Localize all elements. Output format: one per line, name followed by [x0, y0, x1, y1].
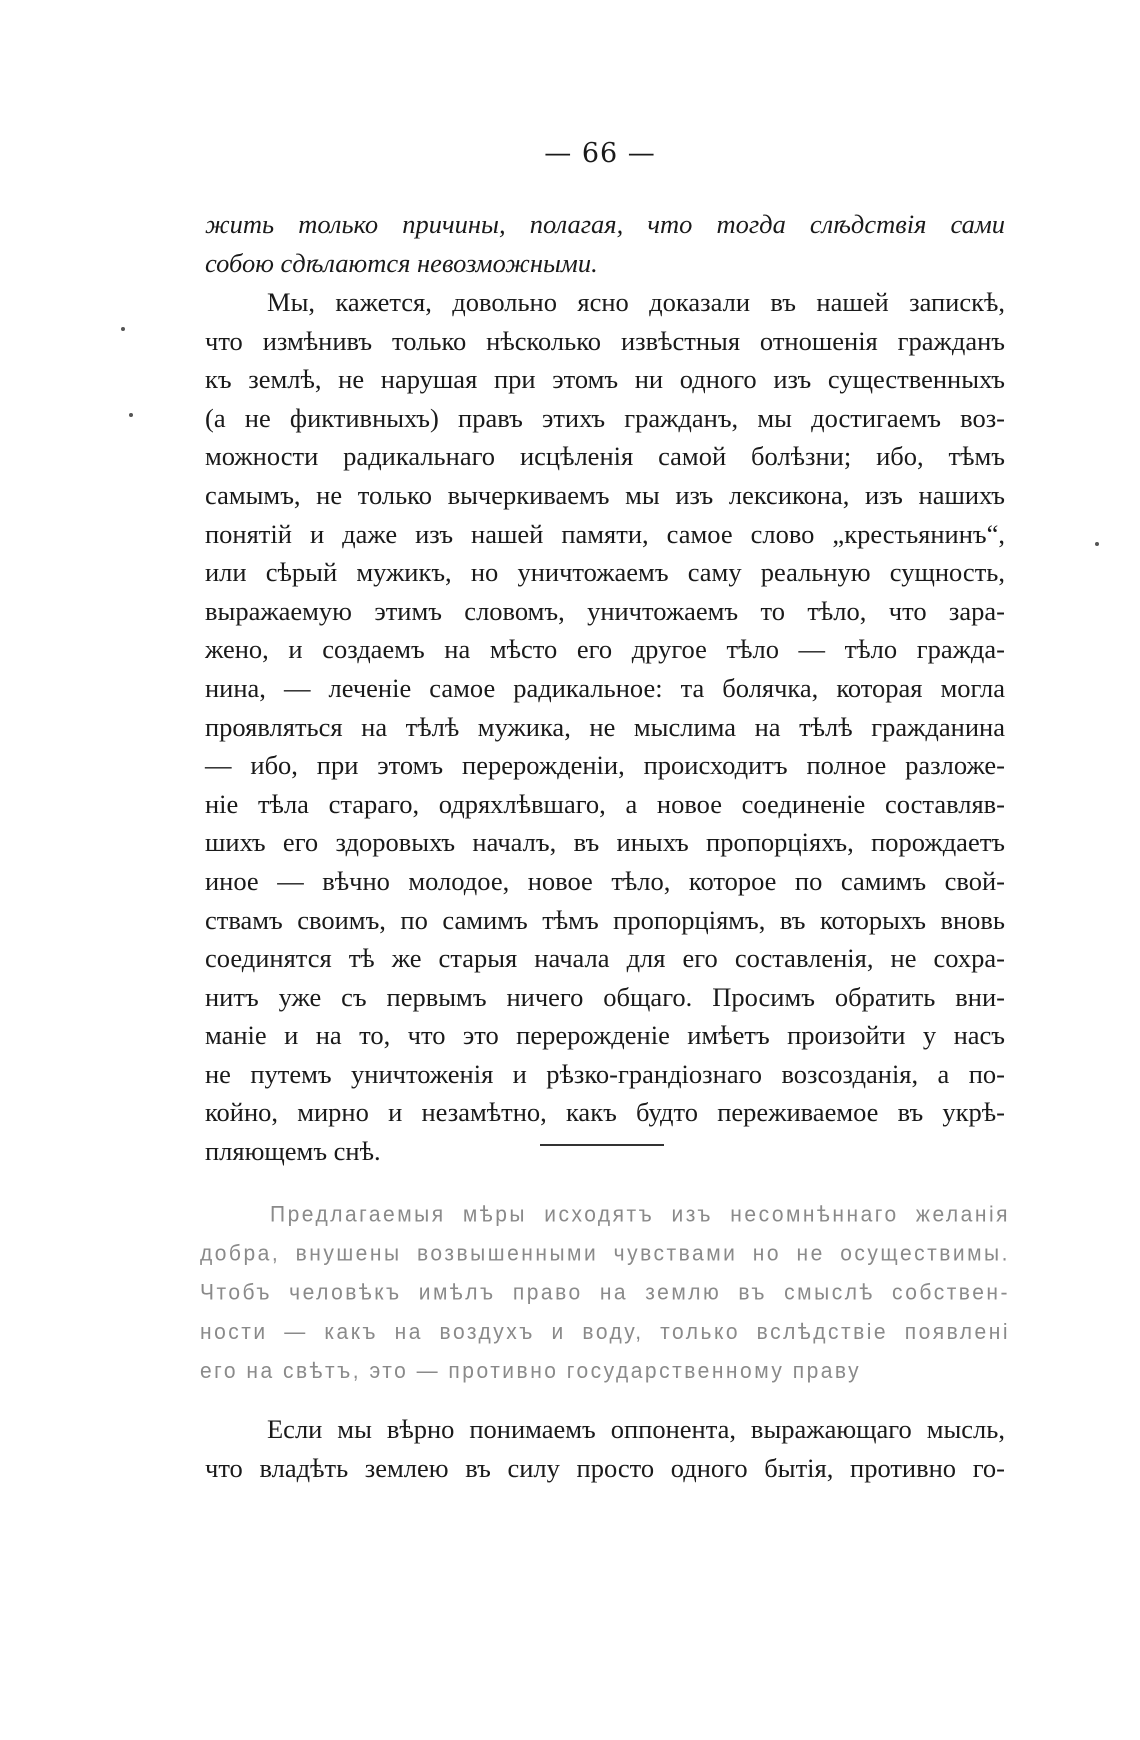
paragraph-line: шихъ его здоровыхъ началъ, въ иныхъ пропорціяхъ, порождаетъ	[205, 827, 1005, 858]
paragraph-line: нина, — леченіе самое радикальное: та болячка, которая могла	[205, 672, 1005, 703]
faded-quote	[200, 1195, 1010, 1390]
intro-text	[205, 205, 1005, 282]
quote-line: добра, внушены возвышенными чувствами но не осуществимы.	[200, 1241, 1010, 1266]
paragraph-line: ніе тѣла стараго, одряхлѣвшаго, а новое соединеніе составляв-	[205, 788, 1005, 819]
section-divider	[540, 1144, 664, 1146]
paragraph-line: къ землѣ, не нарушая при этомъ ни одного изъ существенныхъ	[205, 364, 1005, 395]
paragraph-line: пляющемъ снѣ.	[205, 1136, 381, 1167]
paragraph-line: или сѣрый мужикъ, но уничтожаемъ саму реальную сущность,	[205, 557, 1005, 588]
quote-line: Предлагаемыя мѣры исходятъ изъ несомнѣннаго желанія	[270, 1202, 1010, 1227]
intro-line: жить только причины, полагая, что тогда слѣдствія сами	[205, 209, 1005, 239]
quote-line: Чтобъ человѣкъ имѣлъ право на землю въ смыслѣ собствен-	[200, 1280, 1010, 1305]
paragraph-line: иное — вѣчно молодое, новое тѣло, которое по самимъ свой-	[205, 865, 1005, 896]
paragraph-line: не путемъ уничтоженія и рѣзко-грандіознаго возсозданія, а по-	[205, 1058, 1005, 1089]
paragraph-line: выражаемую этимъ словомъ, уничтожаемъ то тѣло, что зара-	[205, 595, 1005, 626]
paragraph-line: нитъ уже съ первымъ ничего общаго. Просимъ обратить вни-	[205, 981, 1005, 1012]
paragraph-line: маніе и на то, что это перерожденіе имѣетъ произойти у насъ	[205, 1020, 1005, 1051]
intro-line: собою сдѣлаются невозможными.	[205, 247, 598, 278]
paragraph-line: — ибо, при этомъ перерожденіи, происходитъ полное разложе-	[205, 750, 1005, 781]
paragraph-line: проявляться на тѣлѣ мужика, не мыслима на тѣлѣ гражданина	[205, 711, 1005, 742]
quote-line: ности — какъ на воздухъ и воду, только вслѣдствіе появлені	[200, 1319, 1010, 1345]
paragraph-line: самымъ, не только вычеркиваемъ мы изъ лексикона, изъ нашихъ	[205, 479, 1005, 510]
quote-line: его на свѣтъ, это — противно государственному праву	[200, 1358, 862, 1384]
paragraph-line: соединятся тѣ же старыя начала для его составленія, не сохра-	[205, 943, 1005, 974]
paragraph-line: что измѣнивъ только нѣсколько извѣстныя отношенія гражданъ	[205, 325, 1005, 356]
paragraph-line: койно, мирно и незамѣтно, какъ будто переживаемое въ укрѣ-	[205, 1097, 1005, 1128]
paragraph-line: можности радикальнаго исцѣленія самой болѣзни; ибо, тѣмъ	[205, 441, 1005, 472]
paragraph-line: Если мы вѣрно понимаемъ оппонента, выражающаго мысль,	[267, 1414, 1005, 1444]
page-number: — 66 —	[544, 138, 656, 169]
paragraph-line: ствамъ своимъ, по самимъ тѣмъ пропорціямъ, въ которыхъ вновь	[205, 904, 1005, 935]
paragraph-line: (а не фиктивныхъ) правъ этихъ гражданъ, мы достигаемъ воз-	[205, 402, 1005, 433]
print-speck	[1095, 542, 1099, 546]
paragraph-line: Мы, кажется, довольно ясно доказали въ нашей запискѣ,	[267, 287, 1005, 317]
closing-paragraph	[205, 1410, 1005, 1487]
paragraph-line: понятій и даже изъ нашей памяти, самое слово „крестьянинъ“,	[205, 518, 1005, 549]
paragraph-line: что владѣть землею въ силу просто одного бытія, противно го-	[205, 1452, 1005, 1483]
main-paragraph	[205, 283, 1005, 1171]
print-speck	[121, 327, 125, 331]
print-speck	[129, 413, 133, 417]
paragraph-line: жено, и создаемъ на мѣсто его другое тѣло — тѣло гражда-	[205, 634, 1005, 665]
